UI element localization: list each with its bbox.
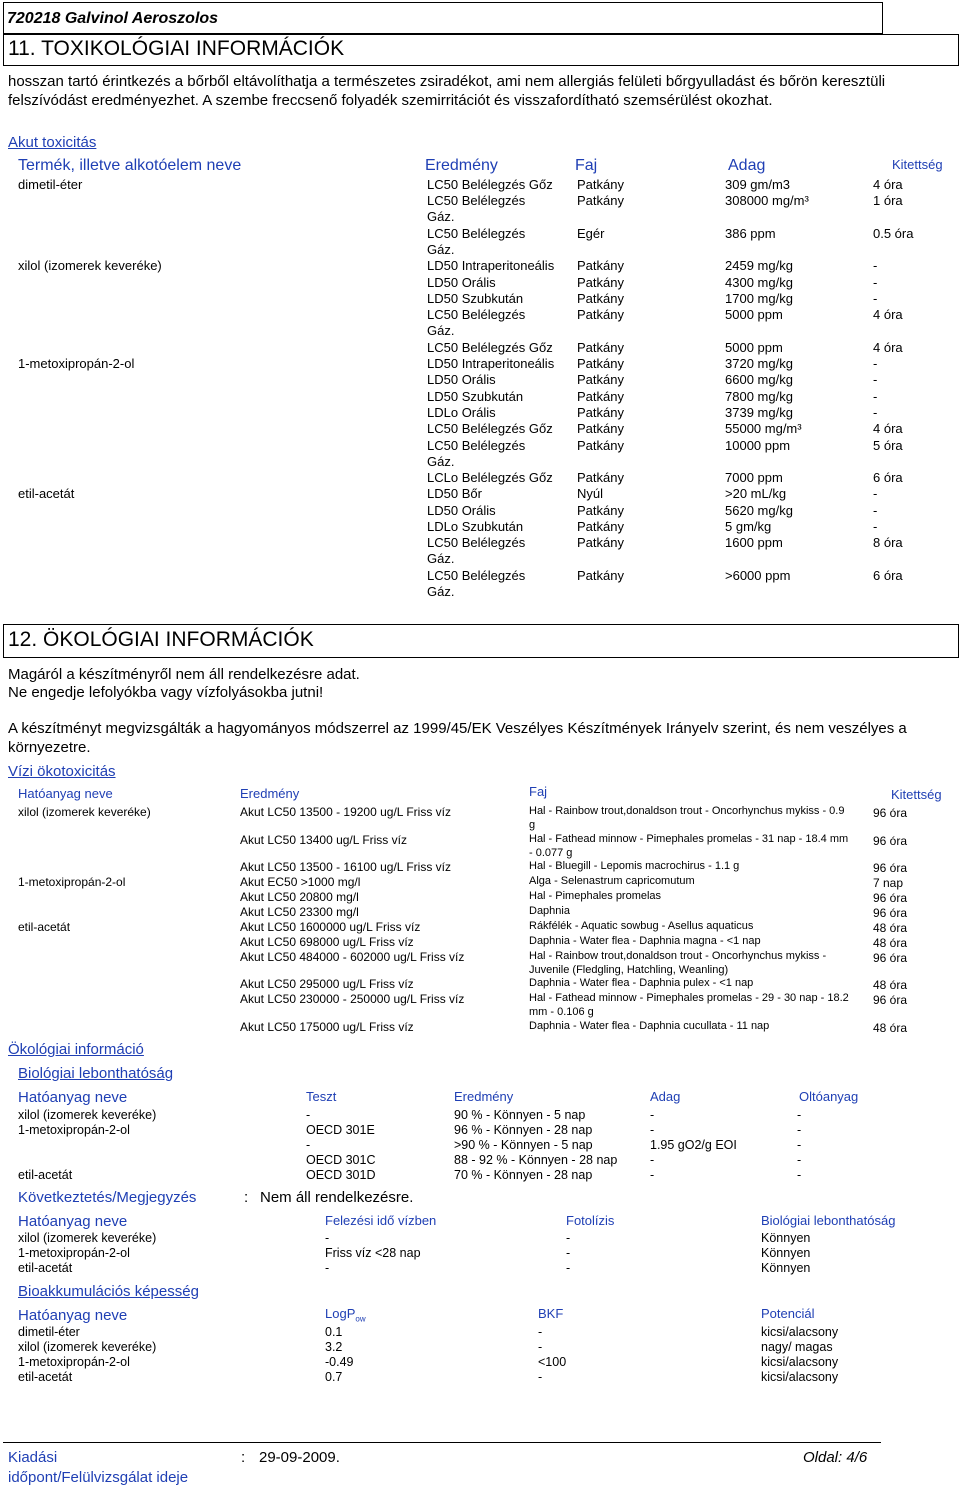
aquatic-product: etil-acetát [18,920,71,934]
ba-col-bcf: BKF [538,1306,564,1321]
tox-exposure: 4 óra [873,177,903,192]
bioacc-logp: 0.7 [325,1370,343,1384]
eco-info-heading: Ökológiai információ [8,1041,144,1058]
acute-toxicity-heading: Akut toxicitás [8,134,97,151]
aquatic-exposure: 96 óra [873,834,908,848]
aquatic-exposure: 96 óra [873,993,908,1007]
biodeg-product: etil-acetát [18,1168,73,1182]
biodeg-product: xilol (izomerek keveréke) [18,1108,157,1122]
tox-species: Patkány [577,421,624,437]
section-12-bar [3,624,959,658]
half-life-product: 1-metoxipropán-2-ol [18,1246,130,1260]
tox-result: LD50 Intraperitoneális [427,258,555,274]
conclusion-colon: : [244,1189,249,1206]
ba-col-product: Hatóanyag neve [18,1307,128,1324]
section-11-title: 11. TOXIKOLÓGIAI INFORMÁCIÓK [8,37,345,60]
bioacc-product: etil-acetát [18,1370,73,1384]
tox-dose: 5620 mg/kg [725,502,793,518]
half-life-biodeg: Könnyen [761,1261,811,1275]
bioacc-product: dimetil-éter [18,1325,80,1339]
tox-species: Patkány [577,356,624,371]
tox-result: LC50 Belélegzés [427,535,526,551]
tox-exposure: - [873,258,878,274]
bd-col-inoculum: Oltóanyag [799,1089,859,1104]
tox-exposure: - [873,290,878,306]
aquatic-species: Hal - Bluegill - Lepomis macrochirus - 1.1 g [529,860,740,872]
tox-dose: 10000 ppm [725,437,791,453]
tox-dose: >6000 ppm [725,567,791,583]
biodeg-dose: - [650,1168,655,1182]
col-result: Eredmény [425,157,498,174]
document-header [3,2,883,34]
aquatic-result: Akut LC50 13500 - 16100 ug/L Friss víz [240,860,452,874]
aquatic-exposure: 96 óra [873,891,908,905]
aquatic-result: Akut LC50 295000 ug/L Friss víz [240,977,414,991]
tox-species: Patkány [577,307,624,323]
tox-species: Patkány [577,177,624,192]
tox-exposure: 6 óra [873,567,903,583]
ba-col-logp-sub: ow [355,1314,366,1324]
tox-species: Patkány [577,404,624,420]
tox-product: etil-acetát [18,486,75,502]
hl-col-product: Hatóanyag neve [18,1213,128,1230]
aquatic-exposure: 96 óra [873,806,908,820]
aquatic-result: Akut LC50 230000 - 250000 ug/L Friss víz [240,992,465,1006]
bd-col-dose: Adag [650,1089,681,1104]
biodeg-result: 96 % - Könnyen - 28 nap [454,1123,593,1137]
biodeg-inoculum: - [797,1123,802,1137]
tox-result-form: Gáz. [427,209,455,225]
tox-exposure: 6 óra [873,470,903,485]
tox-dose: 7800 mg/kg [725,388,793,404]
tox-result: LD50 Intraperitoneális [427,356,555,371]
tox-dose: 3739 mg/kg [725,404,793,420]
biodeg-test: - [306,1138,311,1152]
tox-result: LD50 Bőr [427,486,482,502]
tox-dose: 7000 ppm [725,470,783,485]
section-11-paragraph: hosszan tartó érintkezés a bőrből eltávolíthatja a természetes zsiradékot, ami nem allergiás felületi bőrgyulladást és bőrön keresztüli felszívódást eredményezhet. A szembe freccsenő folyadék szemirritációt és visszafordítható szemsérülést okozhat. [8,73,886,109]
tox-exposure: 4 óra [873,307,903,323]
tox-exposure: - [873,274,878,290]
tox-result: LC50 Belélegzés Gőz [427,339,553,355]
tox-result-form: Gáz. [427,453,455,469]
bioacc-bcf: - [538,1370,543,1384]
biodeg-dose: - [650,1153,655,1167]
bioacc-bcf: - [538,1325,543,1339]
aquatic-species: Daphnia - Water flea - Daphnia cucullata - 11 nap [529,1020,770,1032]
tox-result: LD50 Orális [427,274,496,290]
footer-colon: : [241,1449,246,1466]
biodeg-test: OECD 301E [306,1123,375,1137]
tox-dose: >20 mL/kg [725,486,787,502]
footer-page: Oldal: 4/6 [803,1449,868,1466]
drain-warning-line: Ne engedje lefolyókba vagy vízfolyásokba jutni! [8,684,324,701]
tox-result: LC50 Belélegzés Gőz [427,177,553,192]
bd-col-product: Hatóanyag neve [18,1089,128,1106]
hl-col-biodeg: Biológiai lebonthatóság [761,1213,896,1228]
col-product: Termék, illetve alkotóelem neve [18,157,242,174]
aquatic-exposure: 7 nap [873,876,904,890]
half-life-value: - [325,1261,330,1275]
col-exposure: Kitettség [892,157,943,172]
tox-dose: 5000 ppm [725,307,783,323]
ba-col-logp-main: LogP [325,1306,356,1321]
bioacc-potential: kicsi/alacsony [761,1370,839,1384]
biodeg-inoculum: - [797,1168,802,1182]
tox-species: Patkány [577,290,624,306]
bioacc-logp: 0.1 [325,1325,343,1339]
tox-result: LD50 Szubkután [427,290,524,306]
tox-dose: 5 gm/kg [725,518,772,534]
half-life-biodeg: Könnyen [761,1231,811,1245]
tox-exposure: - [873,518,878,534]
tox-result: LDLo Szubkután [427,518,524,534]
aquatic-species: Hal - Pimephales promelas [529,890,662,902]
tox-result: LC50 Belélegzés [427,567,526,583]
half-life-value: Friss víz <28 nap [325,1246,421,1260]
biodeg-inoculum: - [797,1153,802,1167]
no-data-line: Magáról a készítményről nem áll rendelkezésre adat. [8,666,360,683]
aquatic-result: Akut LC50 13400 ug/L Friss víz [240,833,407,847]
ba-col-logp [325,1306,366,1324]
tox-species: Patkány [577,502,624,518]
tox-result: LD50 Orális [427,372,496,388]
tox-exposure: 4 óra [873,421,903,437]
hl-col-photolysis: Fotolízis [566,1213,615,1228]
tox-dose: 1600 ppm [725,535,783,551]
half-life-value: - [325,1231,330,1245]
tox-exposure: 1 óra [873,193,903,209]
section-11-bar [3,34,959,66]
aquatic-species: Hal - Fathead minnow - Pimephales promelas - 29 - 30 nap - 18.2 mm - 0.106 g [529,992,849,1018]
aquatic-species: Hal - Fathead minnow - Pimephales promelas - 31 nap - 18.4 mm - 0.077 g [529,833,849,859]
biodeg-dose: - [650,1108,655,1122]
tox-exposure: - [873,404,878,420]
tox-species: Patkány [577,437,624,453]
aquatic-result: Akut LC50 698000 ug/L Friss víz [240,935,414,949]
tox-exposure: 8 óra [873,535,903,551]
biodeg-product: 1-metoxipropán-2-ol [18,1123,130,1137]
tox-species: Patkány [577,258,624,274]
half-life-photolysis: - [566,1231,571,1245]
col-species: Faj [575,157,598,174]
aq-col-result: Eredmény [240,786,300,801]
tox-species: Egér [577,225,605,241]
biodeg-result: 88 - 92 % - Könnyen - 28 nap [454,1153,618,1167]
bioacc-logp: 3.2 [325,1340,343,1354]
product-title: 720218 Galvinol Aeroszolos [7,10,219,27]
tox-species: Patkány [577,339,624,355]
aquatic-species: Rákfélék - Aquatic sowbug - Asellus aquaticus [529,920,754,932]
hl-col-halflife: Felezési idő vízben [325,1213,437,1228]
aquatic-species: Daphnia [529,905,570,917]
biodeg-test: - [306,1108,311,1122]
tox-species: Patkány [577,470,624,485]
tox-species: Patkány [577,518,624,534]
biodeg-inoculum: - [797,1138,802,1152]
conclusion-label: Következtetés/Megjegyzés [18,1189,197,1206]
aquatic-exposure: 48 óra [873,936,908,950]
ba-col-potential: Potenciál [761,1306,815,1321]
tox-result-form: Gáz. [427,551,455,567]
col-dose: Adag [728,157,766,174]
tox-result: LC50 Belélegzés [427,437,526,453]
half-life-photolysis: - [566,1246,571,1260]
footer [3,1442,881,1491]
bioacc-bcf: - [538,1340,543,1354]
biodeg-dose: 1.95 gO2/g EOI [650,1138,737,1152]
aquatic-result: Akut LC50 175000 ug/L Friss víz [240,1020,414,1034]
aquatic-product: 1-metoxipropán-2-ol [18,875,126,889]
tox-dose: 386 ppm [725,225,776,241]
aquatic-species: Hal - Rainbow trout,donaldson trout - Oncorhynchus mykiss - 0.9 g [529,805,845,831]
bioacc-product: 1-metoxipropán-2-ol [18,1355,130,1369]
aquatic-species: Daphnia - Water flea - Daphnia magna - <1 nap [529,935,761,947]
aquatic-species: Hal - Rainbow trout,donaldson trout - Oncorhynchus mykiss - Juvenile (Fledgling, Hatchling, Weanling) [529,950,827,976]
tox-dose: 55000 mg/m³ [725,421,802,437]
tox-result: LDLo Orális [427,404,496,420]
aquatic-result: Akut LC50 1600000 ug/L Friss víz [240,920,421,934]
tox-dose: 3720 mg/kg [725,356,793,371]
aquatic-exposure: 48 óra [873,978,908,992]
tox-result: LD50 Szubkután [427,388,524,404]
tox-result: LC50 Belélegzés [427,225,526,241]
aquatic-result: Akut LC50 20800 mg/l [240,890,359,904]
tox-species: Patkány [577,372,624,388]
tox-species: Patkány [577,193,624,209]
aq-col-product: Hatóanyag neve [18,786,113,801]
aquatic-exposure: 96 óra [873,951,908,965]
tox-product: 1-metoxipropán-2-ol [18,356,135,371]
aquatic-result: Akut LC50 13500 - 19200 ug/L Friss víz [240,805,452,819]
tox-result-form: Gáz. [427,241,455,257]
bd-col-result: Eredmény [454,1089,514,1104]
bioacc-product: xilol (izomerek keveréke) [18,1340,157,1354]
biodeg-test: OECD 301C [306,1153,376,1167]
footer-issue-label-1: Kiadási [8,1449,58,1466]
footer-issue-label-2: időpont/Felülvizsgálat ideje [8,1469,189,1486]
bioacc-logp: -0.49 [325,1355,354,1369]
tox-exposure: - [873,486,878,502]
tox-species: Patkány [577,535,624,551]
tox-result-form: Gáz. [427,583,455,599]
tox-product: dimetil-éter [18,177,83,192]
aquatic-species: Daphnia - Water flea - Daphnia pulex - <1 nap [529,977,754,989]
tox-dose: 2459 mg/kg [725,258,793,274]
bioacc-bcf: <100 [538,1355,567,1369]
aquatic-result: Akut EC50 >1000 mg/l [240,875,361,889]
biodeg-test: OECD 301D [306,1168,376,1182]
tox-species: Nyúl [577,486,604,502]
bd-col-test: Teszt [306,1089,337,1104]
section-12-paragraph: A készítményt megvizsgálták a hagyományos módszerrel az 1999/45/EK Veszélyes Készítmények Irányelv szerint, és nem veszélyes a környezetre. [8,720,907,756]
tox-exposure: 4 óra [873,339,903,355]
tox-dose: 1700 mg/kg [725,290,793,306]
bioacc-potential: nagy/ magas [761,1340,833,1354]
section-12-title: 12. ÖKOLÓGIAI INFORMÁCIÓK [8,628,314,651]
tox-species: Patkány [577,274,624,290]
aquatic-exposure: 48 óra [873,1021,908,1035]
tox-product: xilol (izomerek keveréke) [18,258,162,274]
aquatic-exposure: 96 óra [873,861,908,875]
tox-exposure: - [873,502,878,518]
tox-exposure: - [873,356,878,371]
tox-result: LC50 Belélegzés [427,193,526,209]
tox-dose: 4300 mg/kg [725,274,793,290]
tox-result: LCLo Belélegzés Gőz [427,470,553,485]
biodeg-result: >90 % - Könnyen - 5 nap [454,1138,593,1152]
tox-dose: 5000 ppm [725,339,783,355]
tox-result: LC50 Belélegzés Gőz [427,421,553,437]
half-life-product: xilol (izomerek keveréke) [18,1231,157,1245]
tox-result: LD50 Orális [427,502,496,518]
half-life-biodeg: Könnyen [761,1246,811,1260]
aquatic-product: xilol (izomerek keveréke) [18,805,151,819]
tox-result-form: Gáz. [427,323,455,339]
biodeg-dose: - [650,1123,655,1137]
tox-dose: 308000 mg/m³ [725,193,809,209]
biodeg-result: 70 % - Könnyen - 28 nap [454,1168,593,1182]
footer-date: 29-09-2009. [259,1449,340,1466]
tox-species: Patkány [577,567,624,583]
tox-result: LC50 Belélegzés [427,307,526,323]
tox-dose: 6600 mg/kg [725,372,793,388]
aquatic-exposure: 48 óra [873,921,908,935]
bioacc-potential: kicsi/alacsony [761,1325,839,1339]
aquatic-exposure: 96 óra [873,906,908,920]
biodeg-heading: Biológiai lebonthatóság [18,1065,174,1082]
biodeg-result: 90 % - Könnyen - 5 nap [454,1108,586,1122]
tox-exposure: - [873,372,878,388]
aq-col-exposure: Kitettség [891,787,942,802]
tox-dose: 309 gm/m3 [725,177,791,192]
aquatic-result: Akut LC50 23300 mg/l [240,905,359,919]
bioaccumulation-heading: Bioakkumulációs képesség [18,1283,199,1300]
tox-species: Patkány [577,388,624,404]
half-life-photolysis: - [566,1261,571,1275]
aquatic-species: Alga - Selenastrum capricomutum [529,875,695,887]
biodeg-inoculum: - [797,1108,802,1122]
half-life-product: etil-acetát [18,1261,73,1275]
tox-exposure: - [873,388,878,404]
tox-exposure: 0.5 óra [873,225,914,241]
aquatic-result: Akut LC50 484000 - 602000 ug/L Friss víz [240,950,465,964]
tox-exposure: 5 óra [873,437,903,453]
bioacc-potential: kicsi/alacsony [761,1355,839,1369]
aq-col-species: Faj [529,784,548,799]
conclusion-value: Nem áll rendelkezésre. [260,1189,414,1206]
aquatic-toxicity-heading: Vízi ökotoxicitás [8,763,116,780]
